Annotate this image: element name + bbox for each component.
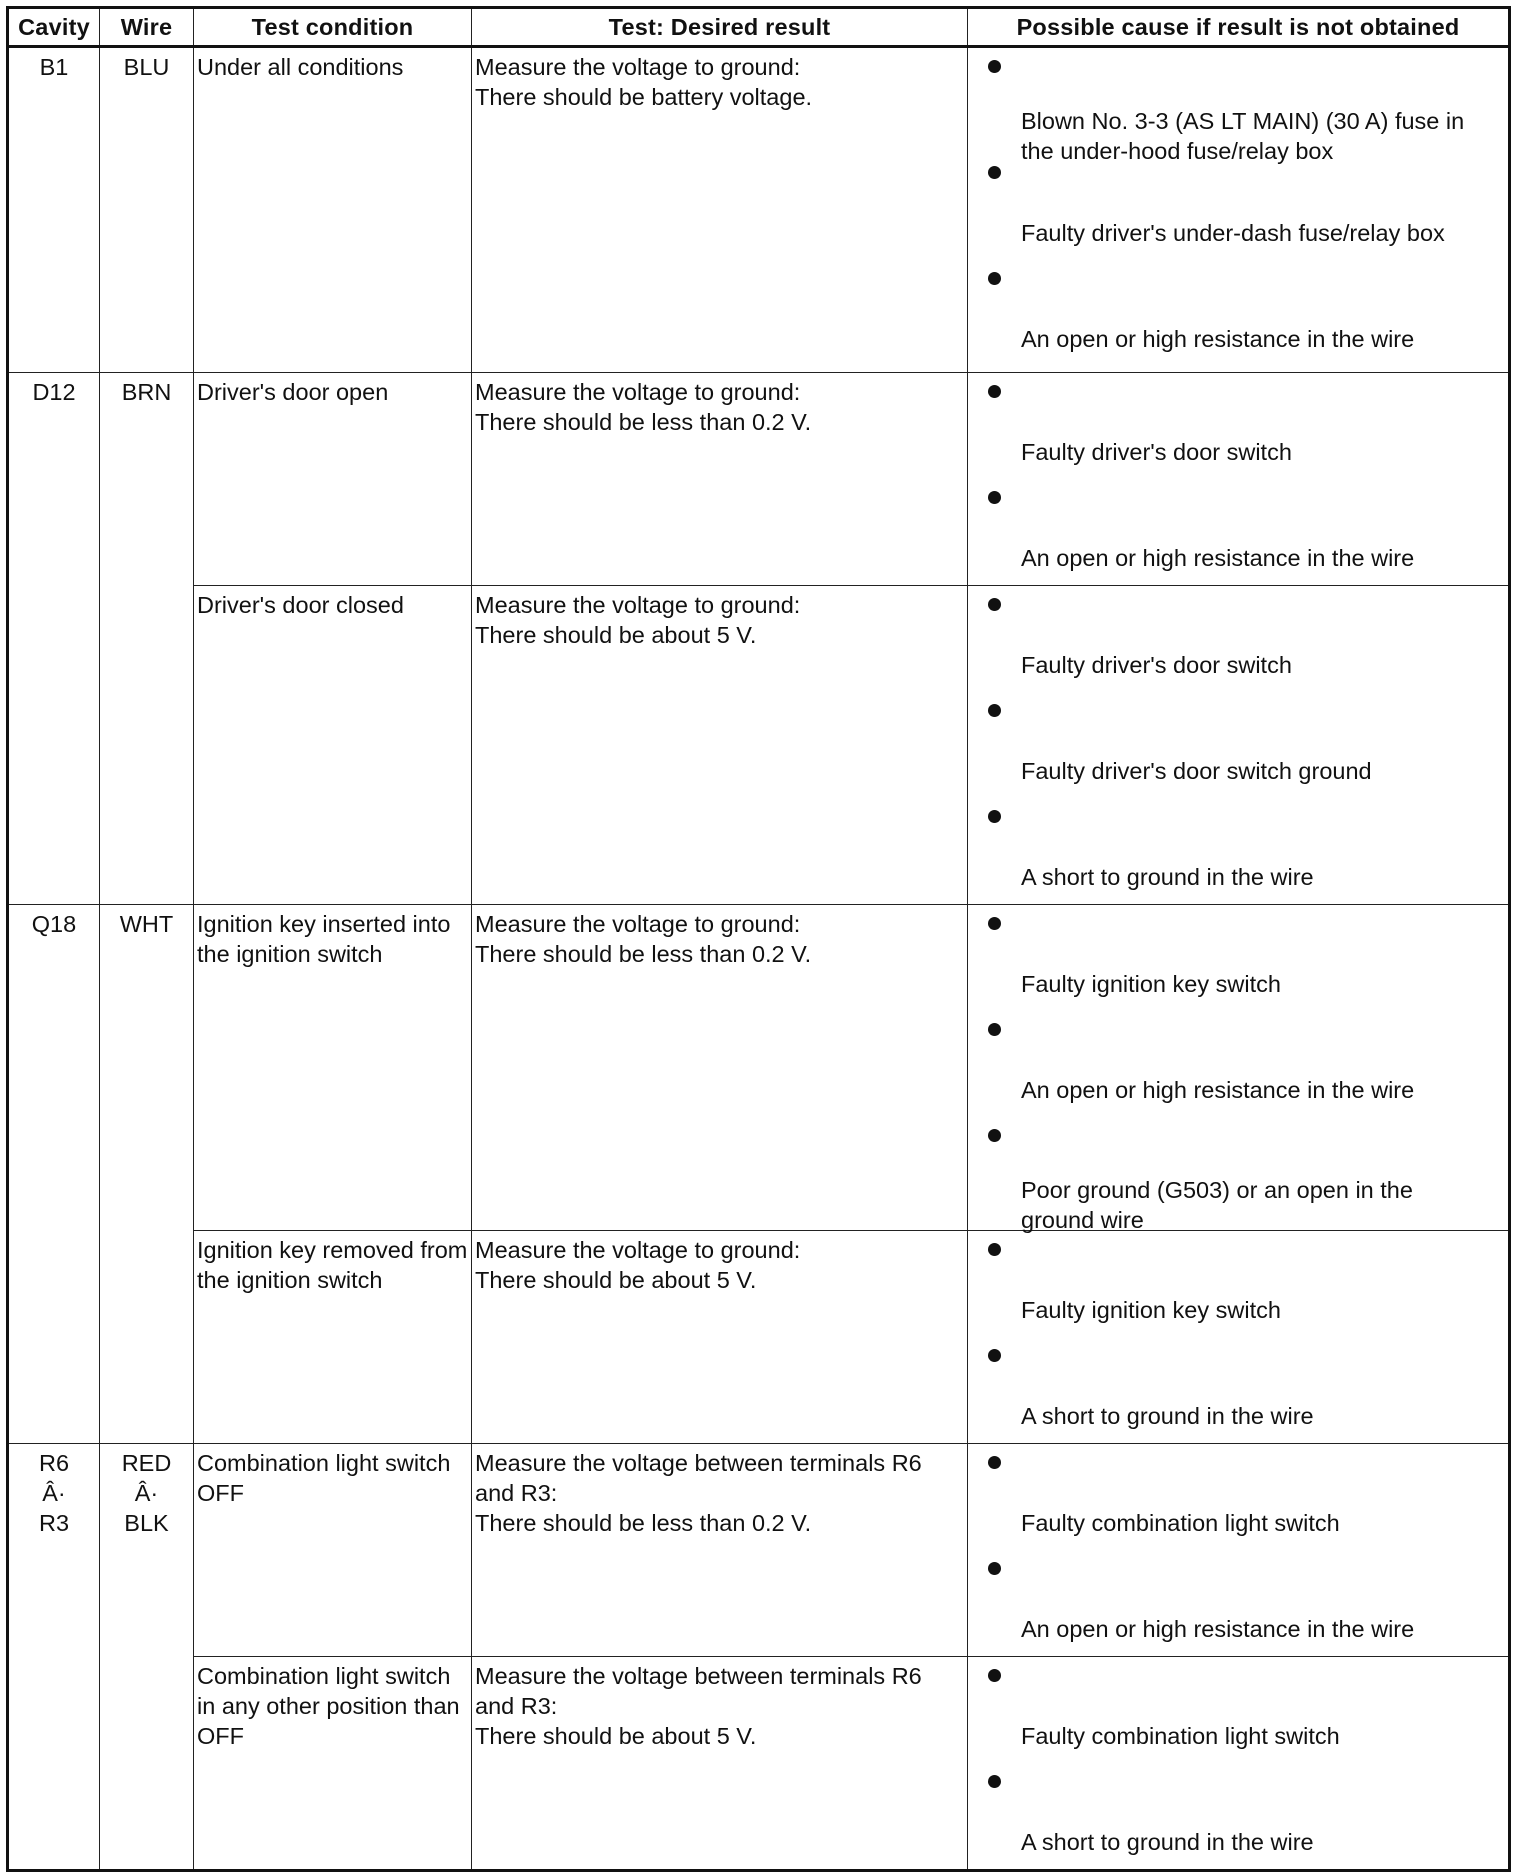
cause-list	[968, 48, 1508, 366]
header-test-condition: Test condition	[194, 8, 472, 47]
wire-cell	[100, 1444, 194, 1871]
list-item	[968, 1337, 1508, 1443]
bullet-icon	[988, 272, 1001, 285]
cause-text: Faulty driver's door switch	[1021, 439, 1292, 465]
bullet-icon	[988, 598, 1001, 611]
list-item	[968, 154, 1508, 260]
table-row	[8, 47, 1510, 373]
result-cell	[472, 1657, 968, 1871]
cause-list	[968, 373, 1508, 585]
result-line: Measure the voltage between terminals R6 and R3:	[475, 1450, 922, 1506]
wire-cell: BLU	[100, 47, 194, 373]
result-line: There should be about 5 V.	[475, 622, 757, 648]
list-item	[968, 905, 1508, 1011]
result-line: Measure the voltage between terminals R6 and R3:	[475, 1663, 922, 1719]
header-desired-result: Test: Desired result	[472, 8, 968, 47]
bullet-icon	[988, 1456, 1001, 1469]
list-item	[968, 1444, 1508, 1550]
result-cell	[472, 1231, 968, 1444]
cavity-cell: Q18	[8, 905, 100, 1444]
result-line: Measure the voltage to ground:	[475, 1237, 801, 1263]
header-cavity: Cavity	[8, 8, 100, 47]
cause-text: Faulty driver's under-dash fuse/relay box	[1021, 220, 1445, 246]
list-item	[968, 1011, 1508, 1117]
header-wire: Wire	[100, 8, 194, 47]
result-line: Measure the voltage to ground:	[475, 592, 801, 618]
header-row	[8, 8, 1510, 47]
cause-cell	[968, 905, 1510, 1231]
cause-cell	[968, 47, 1510, 373]
bullet-icon	[988, 1669, 1001, 1682]
header-possible-cause: Possible cause if result is not obtained	[968, 8, 1510, 47]
bullet-icon	[988, 1775, 1001, 1788]
condition-cell: Driver's door closed	[194, 586, 472, 905]
wire-line: RED	[121, 1450, 172, 1476]
cause-text: Faulty combination light switch	[1021, 1510, 1340, 1536]
cause-text: An open or high resistance in the wire	[1021, 545, 1415, 571]
table-row	[8, 1444, 1510, 1657]
result-cell	[472, 586, 968, 905]
table-row	[8, 1231, 1510, 1444]
bullet-icon	[988, 1562, 1001, 1575]
bullet-icon	[988, 1349, 1001, 1362]
cause-text: Blown No. 3-3 (AS LT MAIN) (30 A) fuse in the under-hood fuse/relay box	[1021, 108, 1465, 164]
list-item	[968, 373, 1508, 479]
list-item	[968, 798, 1508, 904]
cavity-line: R6	[38, 1450, 70, 1476]
wire-cell: BRN	[100, 373, 194, 905]
list-item	[968, 48, 1508, 164]
list-item	[968, 260, 1508, 366]
cavity-line: Â·	[42, 1480, 66, 1506]
cause-text: A short to ground in the wire	[1021, 864, 1314, 890]
wire-line: Â·	[134, 1480, 159, 1506]
cause-text: A short to ground in the wire	[1021, 1403, 1314, 1429]
list-item	[968, 1231, 1508, 1337]
cavity-cell	[8, 1444, 100, 1871]
result-line: There should be about 5 V.	[475, 1723, 757, 1749]
table-row	[8, 373, 1510, 586]
list-item	[968, 692, 1508, 798]
cause-cell	[968, 1444, 1510, 1657]
bullet-icon	[988, 1129, 1001, 1142]
wire-cell: WHT	[100, 905, 194, 1444]
result-cell	[472, 373, 968, 586]
result-line: Measure the voltage to ground:	[475, 54, 801, 80]
result-line: There should be less than 0.2 V.	[475, 941, 812, 967]
cause-text: A short to ground in the wire	[1021, 1829, 1314, 1855]
table-row	[8, 905, 1510, 1231]
result-line: There should be less than 0.2 V.	[475, 409, 812, 435]
table-row	[8, 1657, 1510, 1871]
bullet-icon	[988, 385, 1001, 398]
cause-list	[968, 905, 1508, 1233]
list-item	[968, 479, 1508, 585]
wire-line: BLK	[124, 1510, 169, 1536]
list-item	[968, 586, 1508, 692]
bullet-icon	[988, 704, 1001, 717]
cause-text: An open or high resistance in the wire	[1021, 1077, 1415, 1103]
condition-cell: Ignition key inserted into the ignition switch	[194, 905, 472, 1231]
result-line: There should be about 5 V.	[475, 1267, 757, 1293]
result-cell	[472, 1444, 968, 1657]
bullet-icon	[988, 491, 1001, 504]
bullet-icon	[988, 810, 1001, 823]
cause-cell	[968, 1657, 1510, 1871]
bullet-icon	[988, 917, 1001, 930]
condition-cell: Combination light switch in any other position than OFF	[194, 1657, 472, 1871]
cause-list	[968, 586, 1508, 904]
result-line: There should be less than 0.2 V.	[475, 1510, 812, 1536]
cause-list	[968, 1444, 1508, 1656]
cause-text: Faulty driver's door switch	[1021, 652, 1292, 678]
condition-cell: Combination light switch OFF	[194, 1444, 472, 1657]
condition-cell: Driver's door open	[194, 373, 472, 586]
list-item	[968, 1550, 1508, 1656]
result-cell	[472, 905, 968, 1231]
cause-cell	[968, 373, 1510, 586]
cause-list	[968, 1231, 1508, 1443]
bullet-icon	[988, 166, 1001, 179]
bullet-icon	[988, 1023, 1001, 1036]
cause-cell	[968, 586, 1510, 905]
result-line: Measure the voltage to ground:	[475, 379, 801, 405]
table-row	[8, 586, 1510, 905]
condition-cell: Under all conditions	[194, 47, 472, 373]
list-item	[968, 1117, 1508, 1233]
cause-text: An open or high resistance in the wire	[1021, 326, 1415, 352]
result-line: Measure the voltage to ground:	[475, 911, 801, 937]
cause-text: Faulty ignition key switch	[1021, 971, 1281, 997]
bullet-icon	[988, 1243, 1001, 1256]
diagnostic-table	[6, 6, 1511, 1872]
condition-cell: Ignition key removed from the ignition switch	[194, 1231, 472, 1444]
cavity-line: R3	[38, 1510, 70, 1536]
cause-cell	[968, 1231, 1510, 1444]
cause-text: An open or high resistance in the wire	[1021, 1616, 1415, 1642]
result-line: There should be battery voltage.	[475, 84, 813, 110]
cavity-cell: B1	[8, 47, 100, 373]
bullet-icon	[988, 60, 1001, 73]
list-item	[968, 1657, 1508, 1763]
cause-list	[968, 1657, 1508, 1869]
list-item	[968, 1763, 1508, 1869]
cause-text: Poor ground (G503) or an open in the ground wire	[1021, 1177, 1413, 1233]
cause-text: Faulty driver's door switch ground	[1021, 758, 1372, 784]
cause-text: Faulty ignition key switch	[1021, 1297, 1281, 1323]
result-cell	[472, 47, 968, 373]
cavity-cell: D12	[8, 373, 100, 905]
cause-text: Faulty combination light switch	[1021, 1723, 1340, 1749]
